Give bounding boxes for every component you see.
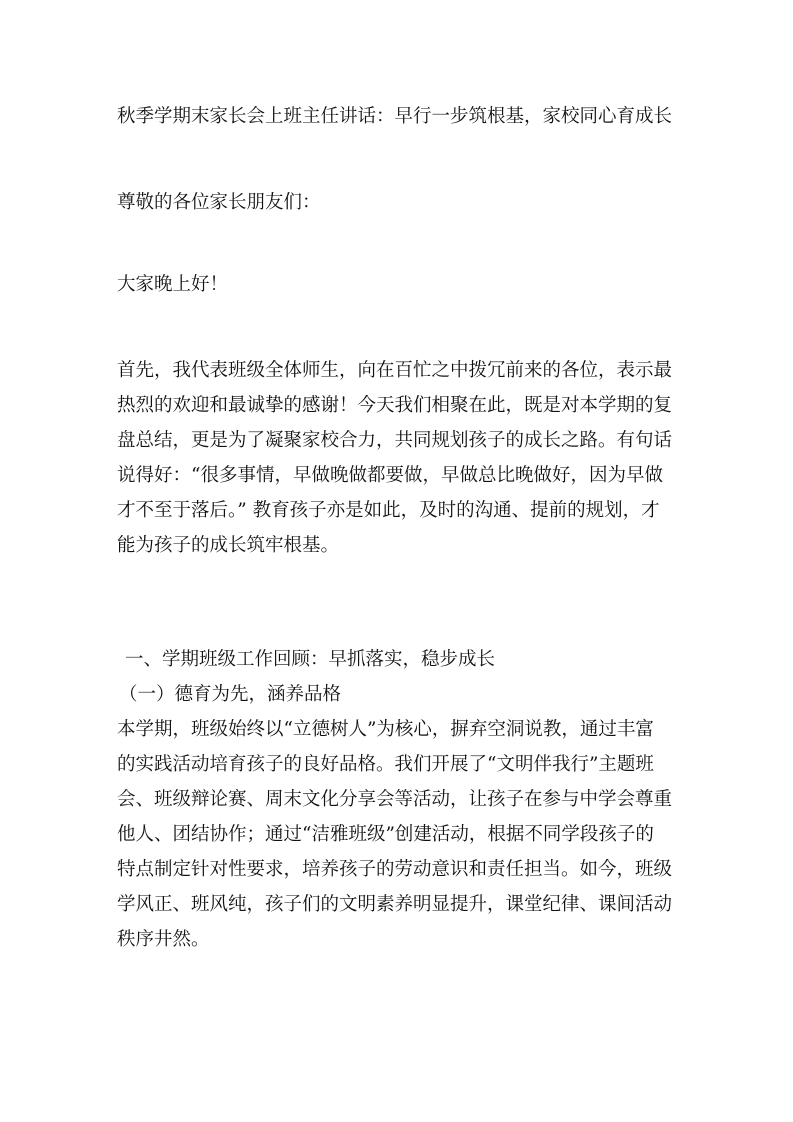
paragraph-line: 学风正、班风纯，孩子们的文明素养明显提升，课堂纪律、课间活动	[117, 894, 673, 915]
paragraph-line: 会、班级辩论赛、周末文化分享会等活动，让孩子在参与中学会尊重	[117, 789, 673, 810]
intro-paragraph	[117, 353, 682, 563]
subsection-paragraph	[117, 712, 682, 957]
section-heading: 一、学期班级工作回顾：早抓落实，稳步成长	[125, 649, 496, 670]
paragraph-line: 的实践活动培育孩子的良好品格。我们开展了“文明伴我行”主题班	[117, 754, 654, 775]
paragraph-line: 他人、团结协作；通过“洁雅班级”创建活动，根据不同学段孩子的	[117, 824, 654, 845]
paragraph-line: 能为孩子的成长筑牢根基。	[117, 535, 340, 556]
paragraph-line: 秩序井然。	[117, 929, 210, 950]
paragraph-line: 热烈的欢迎和最诚挚的感谢！今天我们相聚在此，既是对本学期的复	[117, 395, 673, 416]
paragraph-line: 盘总结，更是为了凝聚家校合力，共同规划孩子的成长之路。有句话	[117, 430, 673, 451]
paragraph-line: 说得好：“很多事情，早做晚做都要做，早做总比晚做好，因为早做	[117, 465, 663, 486]
salutation: 尊敬的各位家长朋友们：	[117, 192, 321, 213]
greeting: 大家晚上好！	[117, 274, 229, 295]
document-title: 秋季学期末家长会上班主任讲话：早行一步筑根基，家校同心育成长	[117, 106, 673, 127]
paragraph-line: 特点制定针对性要求，培养孩子的劳动意识和责任担当。如今，班级	[117, 859, 673, 880]
subsection-heading: （一）德育为先，涵养品格	[119, 684, 342, 705]
paragraph-line: 才不至于落后。” 教育孩子亦是如此，及时的沟通、提前的规划，才	[117, 500, 660, 521]
paragraph-line: 本学期，班级始终以“立德树人”为核心，摒弃空洞说教，通过丰富	[117, 719, 654, 740]
paragraph-line: 首先，我代表班级全体师生，向在百忙之中拨冗前来的各位，表示最	[117, 360, 673, 381]
